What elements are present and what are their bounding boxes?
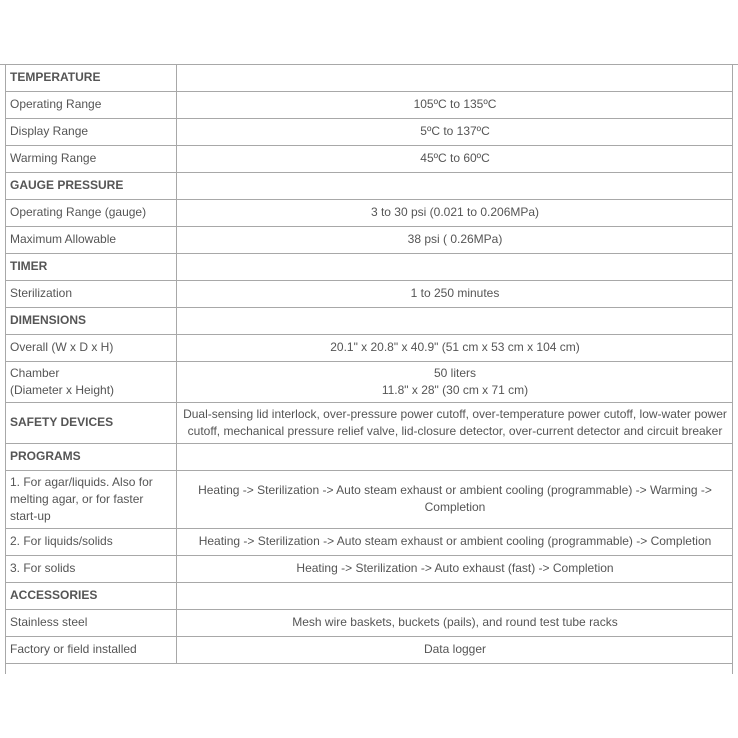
- spec-value: [177, 307, 734, 334]
- spec-value: 20.1" x 20.8" x 40.9" (51 cm x 53 cm x 104 cm): [177, 334, 734, 361]
- spec-label: DIMENSIONS: [6, 307, 177, 334]
- spec-value: Heating -> Sterilization -> Auto exhaust (fast) -> Completion: [177, 555, 734, 582]
- section-header-row: [6, 402, 733, 443]
- spec-label: Maximum Allowable: [6, 226, 177, 253]
- spec-value: 38 psi ( 0.26MPa): [177, 226, 734, 253]
- spec-value: 45ºC to 60ºC: [177, 145, 734, 172]
- spec-label: 1. For agar/liquids. Also for melting agar, or for faster start-up: [6, 470, 177, 528]
- table-row: [6, 226, 733, 253]
- spec-label: Warming Range: [6, 145, 177, 172]
- table-row: [6, 361, 733, 402]
- section-header-row: [6, 443, 733, 470]
- section-header-row: [6, 307, 733, 334]
- spec-label: GAUGE PRESSURE: [6, 172, 177, 199]
- table-row: [6, 528, 733, 555]
- spec-value: [177, 172, 734, 199]
- spec-label: Stainless steel: [6, 609, 177, 636]
- table-row: [6, 91, 733, 118]
- spec-label: Sterilization: [6, 280, 177, 307]
- table-row: [6, 555, 733, 582]
- spec-value: Heating -> Sterilization -> Auto steam exhaust or ambient cooling (programmable) -> Warming -> Completion: [177, 470, 734, 528]
- section-header-row: [6, 64, 733, 91]
- table-row: [6, 470, 733, 528]
- spec-label: PROGRAMS: [6, 443, 177, 470]
- spec-value: Data logger: [177, 636, 734, 663]
- spec-value: 1 to 250 minutes: [177, 280, 734, 307]
- spec-value: 3 to 30 psi (0.021 to 0.206MPa): [177, 199, 734, 226]
- spec-label: 2. For liquids/solids: [6, 528, 177, 555]
- spec-label: 3. For solids: [6, 555, 177, 582]
- spec-label: Overall (W x D x H): [6, 334, 177, 361]
- section-header-row: [6, 253, 733, 280]
- spec-value: [177, 443, 734, 470]
- spec-table: [6, 64, 733, 664]
- table-row: [6, 334, 733, 361]
- spec-label: Operating Range: [6, 91, 177, 118]
- section-header-row: [6, 172, 733, 199]
- spec-label: Chamber (Diameter x Height): [6, 361, 177, 402]
- spec-table-container: [5, 64, 733, 674]
- spec-value: 5ºC to 137ºC: [177, 118, 734, 145]
- spec-value: [177, 64, 734, 91]
- section-header-row: [6, 582, 733, 609]
- spec-label: Factory or field installed: [6, 636, 177, 663]
- spec-label: ACCESSORIES: [6, 582, 177, 609]
- spec-value: Mesh wire baskets, buckets (pails), and round test tube racks: [177, 609, 734, 636]
- spec-value: [177, 582, 734, 609]
- spec-value: [177, 253, 734, 280]
- spec-value: 105ºC to 135ºC: [177, 91, 734, 118]
- table-row: [6, 199, 733, 226]
- table-row: [6, 145, 733, 172]
- table-row: [6, 609, 733, 636]
- spec-label: SAFETY DEVICES: [6, 402, 177, 443]
- spec-label: Operating Range (gauge): [6, 199, 177, 226]
- spec-label: TEMPERATURE: [6, 64, 177, 91]
- spec-value: Dual-sensing lid interlock, over-pressure power cutoff, over-temperature power cutoff, low-water power cutoff, mechanical pressure relief valve, lid-closure detector, over-current detector and circuit breaker: [177, 402, 734, 443]
- table-row: [6, 118, 733, 145]
- spec-label: TIMER: [6, 253, 177, 280]
- table-row: [6, 280, 733, 307]
- table-row: [6, 636, 733, 663]
- spec-label: Display Range: [6, 118, 177, 145]
- spec-value: 50 liters 11.8" x 28" (30 cm x 71 cm): [177, 361, 734, 402]
- spec-value: Heating -> Sterilization -> Auto steam exhaust or ambient cooling (programmable) -> Completion: [177, 528, 734, 555]
